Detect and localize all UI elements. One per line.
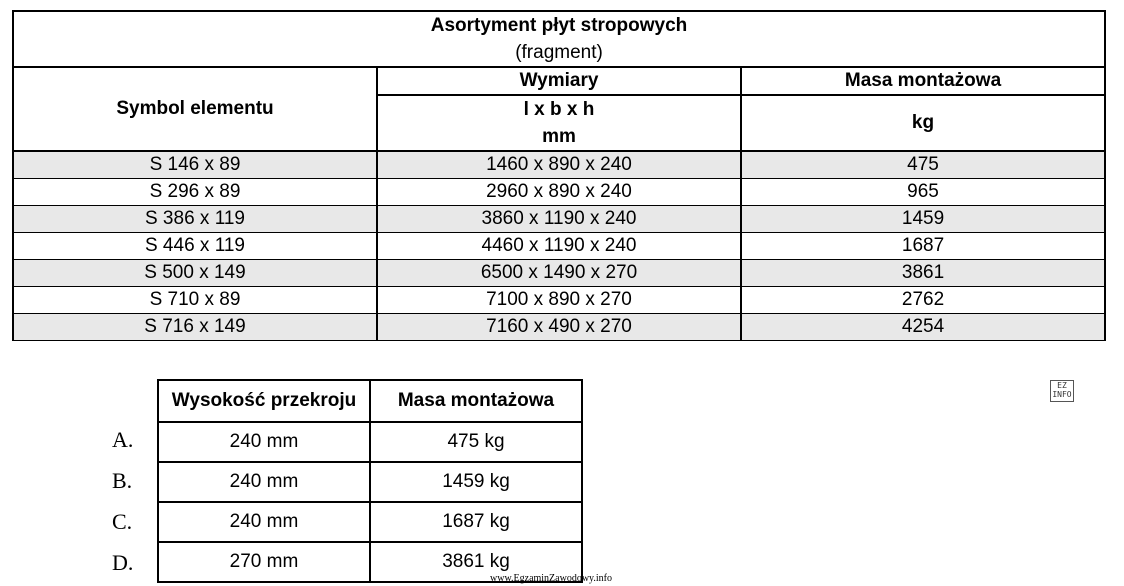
cell-dims: 3860 x 1190 x 240 — [377, 206, 741, 233]
table-subtitle: (fragment) — [515, 42, 603, 63]
header-mass: Masa montażowa — [741, 67, 1105, 95]
cell-mass: 1459 — [741, 206, 1105, 233]
cell-dims: 2960 x 890 x 240 — [377, 179, 741, 206]
dimensions-unit: mm — [542, 126, 576, 147]
answer-mass: 1459 kg — [370, 462, 582, 502]
cell-dims: 1460 x 890 x 240 — [377, 151, 741, 179]
answer-option-c[interactable] — [158, 502, 582, 542]
cell-symbol: S 146 x 89 — [13, 151, 377, 179]
cell-symbol: S 500 x 149 — [13, 260, 377, 287]
header-mass-unit: kg — [741, 95, 1105, 151]
answer-height: 240 mm — [158, 462, 370, 502]
cell-dims: 7160 x 490 x 270 — [377, 314, 741, 341]
table-row — [13, 287, 1105, 314]
header-dimensions-formula — [377, 95, 741, 151]
cell-dims: 6500 x 1490 x 270 — [377, 260, 741, 287]
table-row — [13, 151, 1105, 179]
cell-mass: 965 — [741, 179, 1105, 206]
cell-dims: 7100 x 890 x 270 — [377, 287, 741, 314]
qr-code-icon: EZ INFO — [1050, 380, 1074, 402]
table-row — [13, 206, 1105, 233]
table-title: Asortyment płyt stropowych — [430, 15, 688, 36]
table-row — [13, 314, 1105, 341]
cell-symbol: S 716 x 149 — [13, 314, 377, 341]
answer-mass: 3861 kg — [370, 542, 582, 582]
dimensions-formula: l x b x h — [523, 99, 595, 120]
cell-dims: 4460 x 1190 x 240 — [377, 233, 741, 260]
answer-mass: 475 kg — [370, 422, 582, 462]
header-dimensions: Wymiary — [377, 67, 741, 95]
option-letter-d[interactable]: D. — [112, 550, 134, 575]
option-letter-b[interactable]: B. — [112, 468, 133, 493]
cell-mass: 3861 — [741, 260, 1105, 287]
answer-height: 270 mm — [158, 542, 370, 582]
option-letter-a[interactable]: A. — [112, 427, 134, 452]
cell-symbol: S 386 x 119 — [13, 206, 377, 233]
cell-mass: 1687 — [741, 233, 1105, 260]
table-caption — [13, 11, 1105, 67]
answer-option-b[interactable] — [158, 462, 582, 502]
cell-symbol: S 296 x 89 — [13, 179, 377, 206]
answer-options-table — [157, 379, 583, 583]
table-row — [13, 260, 1105, 287]
table-row — [13, 179, 1105, 206]
cell-mass: 2762 — [741, 287, 1105, 314]
cell-mass: 475 — [741, 151, 1105, 179]
cell-symbol: S 710 x 89 — [13, 287, 377, 314]
header-symbol: Symbol elementu — [13, 67, 377, 151]
cell-symbol: S 446 x 119 — [13, 233, 377, 260]
table-row — [13, 233, 1105, 260]
option-letter-c[interactable]: C. — [112, 509, 133, 534]
answer-height: 240 mm — [158, 502, 370, 542]
answer-header-height: Wysokość przekroju — [158, 380, 370, 422]
cell-mass: 4254 — [741, 314, 1105, 341]
answer-option-a[interactable] — [158, 422, 582, 462]
answer-mass: 1687 kg — [370, 502, 582, 542]
answer-height: 240 mm — [158, 422, 370, 462]
footer-watermark: www.EgzaminZawodowy.info — [490, 573, 613, 584]
slab-assortment-table — [12, 10, 1106, 341]
answer-header-mass: Masa montażowa — [370, 380, 582, 422]
